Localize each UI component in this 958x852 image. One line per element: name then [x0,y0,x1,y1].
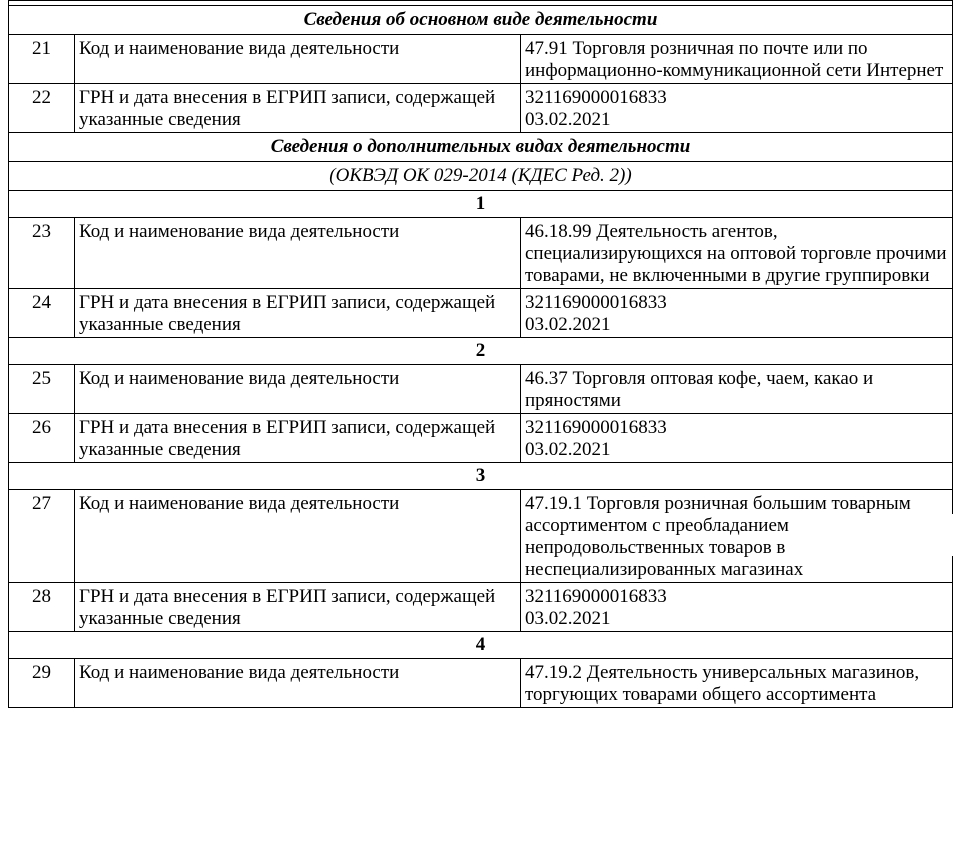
section-title: Сведения о дополнительных видах деятельности [9,133,953,162]
section-header-additional-activity [9,133,953,162]
table-row [9,583,953,632]
row-number: 24 [9,289,75,338]
row-label: Код и наименование вида деятельности [75,218,521,289]
group-number: 2 [9,338,953,365]
row-number: 26 [9,414,75,463]
record-date: 03.02.2021 [525,608,611,629]
row-label: Код и наименование вида деятельности [75,35,521,84]
row-number: 25 [9,365,75,414]
record-date: 03.02.2021 [525,439,611,460]
group-header [9,463,953,490]
row-value [521,583,953,632]
row-label: ГРН и дата внесения в ЕГРИП записи, содержащей указанные сведения [75,289,521,338]
group-header [9,338,953,365]
section-header-main-activity [9,6,953,35]
row-value [521,84,953,133]
grn-number: 321169000016833 [525,586,667,607]
egrip-activity-table [8,0,953,708]
table-row [9,490,953,583]
row-label: ГРН и дата внесения в ЕГРИП записи, содержащей указанные сведения [75,84,521,133]
row-value: 46.18.99 Деятельность агентов, специализирующихся на оптовой торговле прочими товарами, не включенными в другие группировки [521,218,953,289]
row-label: Код и наименование вида деятельности [75,490,521,583]
row-value: 47.91 Торговля розничная по почте или по информационно-коммуникационной сети Интернет [521,35,953,84]
row-value [521,414,953,463]
group-number: 4 [9,632,953,659]
okved-note-row [9,162,953,191]
table-row [9,414,953,463]
table-row [9,84,953,133]
record-date: 03.02.2021 [525,109,611,130]
group-number: 1 [9,191,953,218]
group-header [9,632,953,659]
row-number: 22 [9,84,75,133]
row-label: Код и наименование вида деятельности [75,659,521,708]
row-number: 21 [9,35,75,84]
grn-number: 321169000016833 [525,417,667,438]
white-overlay-patch [932,514,958,556]
group-number: 3 [9,463,953,490]
egrip-extract-page [8,0,948,708]
row-label: ГРН и дата внесения в ЕГРИП записи, содержащей указанные сведения [75,583,521,632]
section-title: Сведения об основном виде деятельности [9,6,953,35]
row-value [521,289,953,338]
row-value: 47.19.1 Торговля розничная большим товарным ассортиментом с преобладанием непродовольственных товаров в неспециализированных магазинах [521,490,953,583]
table-row [9,35,953,84]
row-value: 47.19.2 Деятельность универсальных магазинов, торгующих товарами общего ассортимента [521,659,953,708]
table-row [9,365,953,414]
row-number: 23 [9,218,75,289]
row-label: Код и наименование вида деятельности [75,365,521,414]
grn-number: 321169000016833 [525,292,667,313]
row-label: ГРН и дата внесения в ЕГРИП записи, содержащей указанные сведения [75,414,521,463]
table-row [9,289,953,338]
row-value: 46.37 Торговля оптовая кофе, чаем, какао и пряностями [521,365,953,414]
grn-number: 321169000016833 [525,87,667,108]
record-date: 03.02.2021 [525,314,611,335]
row-number: 29 [9,659,75,708]
table-row [9,659,953,708]
okved-note: (ОКВЭД ОК 029-2014 (КДЕС Ред. 2)) [9,162,953,191]
table-row [9,218,953,289]
row-number: 28 [9,583,75,632]
row-number: 27 [9,490,75,583]
group-header [9,191,953,218]
